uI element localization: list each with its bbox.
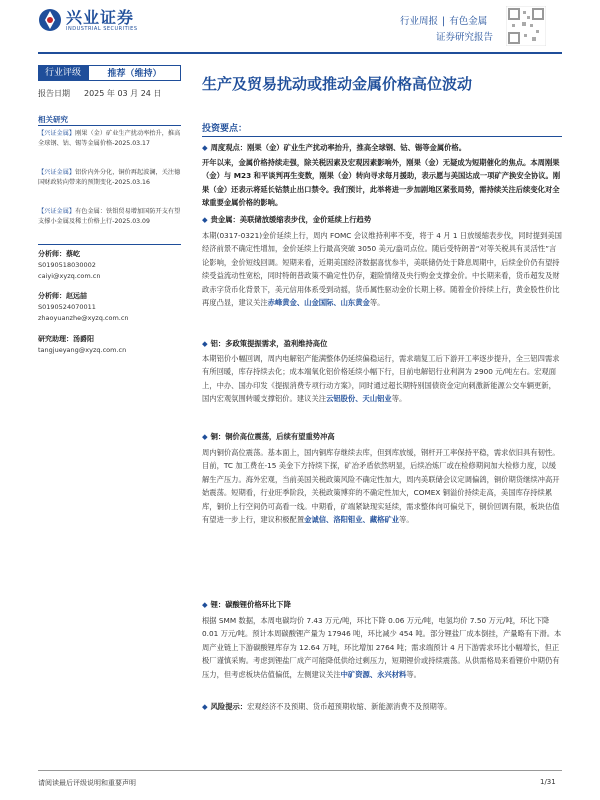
- analyst-cert: S0190518030002: [38, 261, 96, 269]
- bullet-dot-icon: ◆: [202, 432, 208, 441]
- company-logo: [38, 8, 138, 32]
- report-title: 生产及贸易扰动或推动金属价格高位波动: [202, 75, 473, 93]
- tag-industry: 有色金属: [449, 16, 488, 27]
- paragraph-lithium: [202, 614, 562, 681]
- industry-rating: [38, 65, 181, 81]
- recommended-stocks: 赤峰黄金、山金国际、山东黄金: [267, 298, 370, 308]
- page-number: 1/31: [540, 778, 556, 786]
- analyst-cert: S0190524070011: [38, 303, 96, 311]
- bullet-text: 周度观点：刚果（金）矿业生产扰动率抬升，推高全球钢、钴、锡等金属价格。: [210, 143, 467, 152]
- bullet-text: 锂：碳酸锂价格环比下降: [210, 600, 291, 609]
- analyst-name: 分析师：赵远喆: [38, 292, 87, 300]
- bullet-text: 铜：铜价高位震荡，后续有望重势冲高: [210, 432, 335, 441]
- rating-label: 行业评级: [38, 65, 88, 81]
- rating-value: 推荐（维持）: [88, 65, 181, 81]
- related-research-heading: 相关研究: [38, 115, 68, 124]
- report-date-value: 2025 年 03 月 24 日: [84, 89, 162, 98]
- paragraph-weekly: 开年以来，金属价格持续走强，除关税因素及宏观因素影响外，刚果（金）无疑成为短期催化的焦点。本周刚果（金）与 M23 和平谈判再生变数，刚果（金）转向寻求每月援助，表示愿与美国达成一项矿产换安全协议。刚果（金）还表示将延长钴禁止出口禁令。我们预计，此举将进一步加剧地区紧张局势，需持续关注后续变化对全球重要金属价格的影响。: [202, 158, 561, 208]
- analyst-block: [38, 334, 126, 356]
- related-item-text: 刚果（金）矿业生产扰动率抬升，推高全球钢、钴、锡等金属价格-2025.03.17: [38, 130, 181, 147]
- footer-disclaimer[interactable]: 请阅读最后评级说明和重要声明: [38, 779, 136, 787]
- logo-name-en: INDUSTRIAL SECURITIES: [66, 25, 138, 32]
- analyst-email[interactable]: caiyi@xyzq.com.cn: [38, 272, 101, 280]
- bullet-risk: [202, 700, 562, 713]
- related-divider: [38, 125, 181, 126]
- analyst-name: 分析师：蔡屹: [38, 250, 80, 258]
- footer-divider: [38, 770, 562, 771]
- paragraph-text: 根据 SMM 数据，本周电碳均价 7.43 万元/吨，环比下降 0.06 万元/吨，电氢均价 7.50 万元/吨，环比下降 0.01 万元/吨。预计本周碳酸锂产量为 17946 吨，环比减少 454 吨。部分锂盐厂成本倒挂，产量略有下滑。本周产业链上下游碳酸锂库存为 12.64 万吨，环比增加 2764 吨；需求端预计 4 月下游需求环比小幅增长，但正极厂谨慎采购。考虑到锂盐厂成产可能降低供给过剩压力，短期锂价或持续震荡。从供需格局来看锂价中期仍有压力，但考虑板块估值偏低，左侧建议关注: [202, 616, 562, 679]
- analyst-block: [38, 291, 129, 324]
- risk-text: 宏观经济不及预期、货币超预期收缩、新能源消费不及预期等。: [247, 702, 452, 711]
- related-item-bracket: 【兴证金属】: [38, 208, 76, 215]
- recommended-stocks: 中矿资源、永兴材料: [340, 669, 407, 679]
- paragraph-text: 本期铝价小幅回调，周内电解铝产能满整体仍延续偏稳运行，需求端复工后下游开工率逐步提升，全三铝四需求有所回暖，库存持续去化；成本端氧化铝价格延续小幅下行，目前电解铝行业利润为 2900 元/吨左右。宏观面上，中办、国办印发《提振消费专项行动方案》，同时通过超长期特别国债资金定向刺激新能源公交车辆更新，国内宏观氛围转暖支撑铝价。建议关注: [202, 354, 560, 404]
- report-date: [38, 88, 161, 99]
- logo-name-cn: 兴业证券: [66, 7, 135, 27]
- bullet-copper: [202, 430, 562, 443]
- paragraph-text: 周内铜价高位震荡。基本面上，国内铜库存继续去库，但到库放缓，钢杆开工率保持平稳，需求依旧具有韧性。目前，TC 加工费在-15 美金下方持续下探，矿冶矛盾依然明显，后续冶炼厂或在检修期间加大检修力度，以缓解生产压力。海外宏观，当前美国关税政策风险不确定性加大，周内美联储会议定调偏鸽，铜价期货继续冲高开始震荡。短期看，行业旺季阶段，关税政策博弈的不确定性加大，COMEX 铜溢价持续走高，美国库存持续累库，铜价上行空间仍可高看一线。中期看，矿端紧缺现实延续，需求整体向可偏兑下，铜价回调有限，板块估值有望进一步上行，建议积极配置: [202, 448, 560, 525]
- bullet-lithium: [202, 598, 562, 611]
- tag-separator: |: [442, 16, 446, 27]
- recommended-stocks: 云铝股份、天山铝业: [326, 394, 392, 404]
- related-item-bracket: 【兴证金属】: [38, 130, 76, 137]
- qr-code-icon: [506, 6, 546, 46]
- paragraph-end: 等。: [399, 515, 414, 525]
- related-item-bracket: 【兴证金属】: [38, 169, 76, 176]
- paragraph-text: 本期(0317-0321)金价延续上行，周内 FOMC 会议维持利率不变，将于 4 月 1 日放缓缩表步伐，同时提到美国经济前景不确定性增加，金价延续上行最高突破 3050 美元/盎司点位。随后受特朗普“对等关税具有灵活性”言论影响，金价短线回调。短期来看，近期美国经济数据喜忧参半，美联储仍处于降息周期中，后续金价仍有望持续受益流动性宽松，同时特朗普政策不确定性仍存，避险情绪及央行购金支撑金价。中长期来看，货币超发及财政赤字货币化背景下，美元信用体系受到动摇，货币属性驱动金价长期上移。随着金价持续上行，黄金股性价比再度凸显，建议关注: [202, 231, 562, 308]
- bullet-text: 铝：多政策提振需求，盈利维持高位: [210, 339, 328, 348]
- analyst-block: [38, 249, 100, 282]
- bullet-dot-icon: ◆: [202, 339, 208, 348]
- bullet-text: 风险提示：: [210, 702, 248, 711]
- logo-mark-icon: [38, 8, 62, 32]
- tag-weekly: 行业周报: [400, 16, 439, 27]
- related-bottom-divider: [38, 244, 181, 245]
- analyst-email[interactable]: zhaoyuanzhe@xyzq.com.cn: [38, 314, 129, 322]
- bullet-dot-icon: ◆: [202, 215, 208, 224]
- related-item[interactable]: [38, 207, 181, 226]
- related-item[interactable]: [38, 129, 181, 148]
- bullet-dot-icon: ◆: [202, 143, 208, 152]
- paragraph-aluminum: [202, 352, 562, 406]
- bullet-aluminum: [202, 337, 562, 350]
- header-subtitle: 证券研究报告: [436, 32, 494, 43]
- related-item-text: 铝价内外分化，铜价再起波澜，关注德国财政转向带来的预期变化-2025.03.16: [38, 169, 181, 186]
- related-item-text: 有色金属：铁钼贸易增加国防开支有望支撑小金属及稀土价格上行-2025.03.09: [38, 208, 181, 225]
- bullet-dot-icon: ◆: [202, 702, 208, 711]
- header-divider: [38, 52, 562, 54]
- analyst-email[interactable]: tangjueyang@xyzq.com.cn: [38, 346, 127, 354]
- bullet-precious-metals: [202, 213, 562, 226]
- recommended-stocks: 金诚信、洛阳钼业、藏格矿业: [304, 515, 400, 525]
- section-divider: [202, 136, 562, 137]
- report-date-label: 报告日期: [38, 89, 70, 98]
- bullet-dot-icon: ◆: [202, 600, 208, 609]
- analyst-name: 研究助理：汤爵阳: [38, 335, 94, 343]
- section-heading: 投资要点：: [202, 124, 248, 134]
- bullet-text: 贵金属：美联储放缓缩表步伐，金价延续上行趋势: [210, 215, 372, 224]
- related-item[interactable]: [38, 168, 181, 187]
- header-tags: [400, 13, 487, 27]
- paragraph-end: 等。: [391, 394, 407, 404]
- paragraph-end: 等。: [406, 669, 421, 679]
- paragraph-copper: [202, 446, 562, 526]
- bullet-weekly-view: [202, 141, 562, 154]
- paragraph-gold: [202, 229, 562, 309]
- paragraph-end: 等。: [369, 298, 385, 308]
